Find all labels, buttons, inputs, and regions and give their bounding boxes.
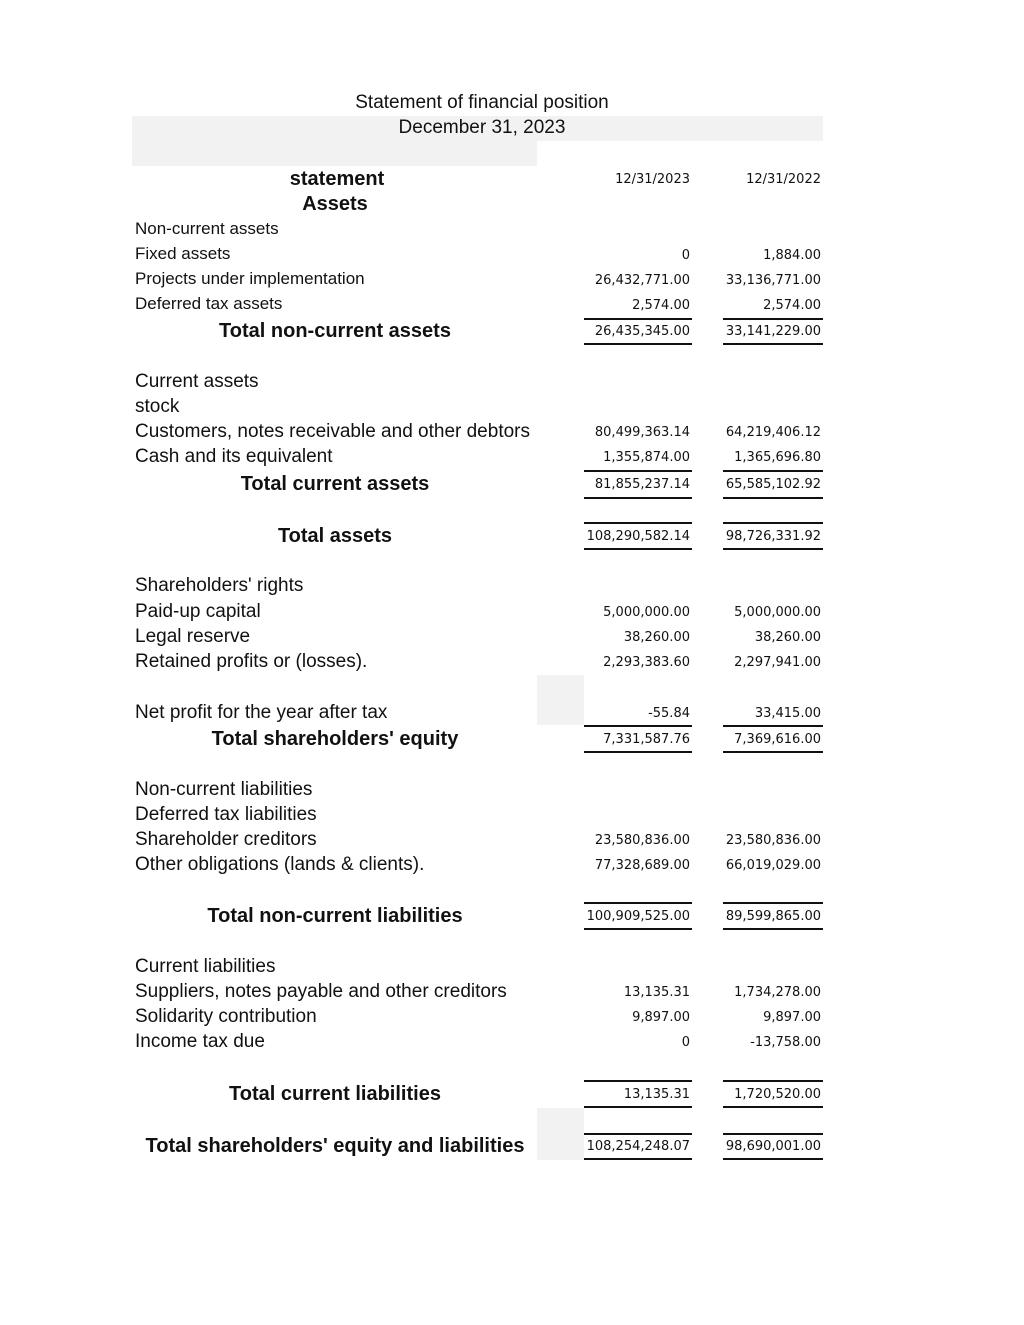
row-label: Current liabilities — [135, 956, 276, 977]
underline — [584, 1158, 692, 1160]
table-row — [0, 294, 1024, 318]
value-2022: 33,136,771.00 — [725, 273, 821, 288]
underline — [584, 928, 692, 930]
column-header-2023: 12/31/2023 — [615, 172, 690, 187]
row-label: Non-current assets — [135, 219, 279, 238]
table-row — [0, 854, 1024, 878]
row-label: Customers, notes receivable and other debtors — [135, 421, 530, 442]
underline — [584, 522, 692, 524]
total-2022: 1,720,520.00 — [734, 1087, 821, 1102]
total-row — [0, 473, 1024, 497]
row-label: Deferred tax liabilities — [135, 804, 317, 825]
table-row — [0, 601, 1024, 625]
row-label: Other obligations (lands & clients). — [135, 854, 425, 875]
row-label: Cash and its equivalent — [135, 446, 333, 467]
row-label: Projects under implementation — [135, 269, 365, 288]
total-row — [0, 905, 1024, 929]
total-2022: 65,585,102.92 — [725, 477, 821, 492]
underline — [723, 928, 823, 930]
grand-total-2023: 108,254,248.07 — [586, 1139, 690, 1154]
value-2022: 66,019,029.00 — [725, 858, 821, 873]
row-label: Fixed assets — [135, 244, 231, 263]
row-label: Shareholder creditors — [135, 829, 317, 850]
grand-total-2022: 98,690,001.00 — [725, 1139, 821, 1154]
total-label: Total non-current assets — [219, 320, 451, 342]
statement-date: December 31, 2023 — [398, 117, 566, 138]
value-2022: 1,734,278.00 — [734, 985, 821, 1000]
total-2023: 13,135.31 — [623, 1087, 690, 1102]
value-2023: 2,574.00 — [632, 298, 690, 313]
value-2023: 80,499,363.14 — [594, 425, 690, 440]
header-band-shade — [132, 141, 537, 166]
value-2023: 2,293,383.60 — [603, 655, 690, 670]
underline — [723, 1158, 823, 1160]
underline — [723, 470, 823, 472]
grand-total-label: Total shareholders' equity and liabilities — [145, 1135, 525, 1157]
total-label: Total shareholders' equity — [211, 728, 459, 750]
underline — [723, 1106, 823, 1108]
total-label: Total assets — [277, 525, 393, 547]
value-2023: 38,260.00 — [623, 630, 690, 645]
table-row — [0, 446, 1024, 470]
underline — [723, 343, 823, 345]
value-2022: 2,574.00 — [763, 298, 821, 313]
underline — [723, 548, 823, 550]
row-label: Income tax due — [135, 1031, 265, 1052]
total-2023: 26,435,345.00 — [594, 324, 690, 339]
underline — [584, 751, 692, 753]
table-row — [0, 779, 1024, 803]
row-label: Paid-up capital — [135, 601, 261, 622]
total-row — [0, 1083, 1024, 1107]
table-row — [0, 219, 1024, 243]
value-2023: 13,135.31 — [623, 985, 690, 1000]
value-2022: 1,884.00 — [763, 248, 821, 263]
row-label: stock — [135, 396, 180, 417]
total-2022: 98,726,331.92 — [725, 529, 821, 544]
value-2022: 23,580,836.00 — [725, 833, 821, 848]
value-2022: 64,219,406.12 — [725, 425, 821, 440]
assets-heading: Assets — [302, 193, 368, 215]
underline — [723, 497, 823, 499]
total-label: Total current liabilities — [229, 1083, 441, 1105]
underline — [723, 522, 823, 524]
table-row — [0, 575, 1024, 599]
row-label: Deferred tax assets — [135, 294, 283, 313]
table-row — [0, 1006, 1024, 1030]
row-label: Shareholders' rights — [135, 575, 304, 596]
row-label: Solidarity contribution — [135, 1006, 317, 1027]
total-row — [0, 320, 1024, 344]
table-row — [0, 804, 1024, 828]
value-2022: -13,758.00 — [750, 1035, 821, 1050]
total-2023: 108,290,582.14 — [586, 529, 690, 544]
value-2022: 9,897.00 — [763, 1010, 821, 1025]
column-header-2022: 12/31/2022 — [746, 172, 821, 187]
underline — [584, 725, 692, 727]
value-2022: 38,260.00 — [754, 630, 821, 645]
value-2023: 23,580,836.00 — [594, 833, 690, 848]
underline — [723, 1080, 823, 1082]
row-label: Legal reserve — [135, 626, 251, 647]
underline — [584, 497, 692, 499]
value-2023: 1,355,874.00 — [603, 450, 690, 465]
value-2023: 26,432,771.00 — [594, 273, 690, 288]
table-row — [0, 371, 1024, 395]
total-label: Total non-current liabilities — [207, 905, 463, 927]
value-2023: 5,000,000.00 — [603, 605, 690, 620]
value-2023: 9,897.00 — [632, 1010, 690, 1025]
total-label: Total current assets — [240, 473, 430, 495]
total-2023: 7,331,587.76 — [603, 732, 690, 747]
value-2022: 33,415.00 — [754, 706, 821, 721]
table-row — [0, 651, 1024, 675]
statement-title: Statement of financial position — [355, 92, 609, 113]
table-row — [0, 421, 1024, 445]
column-header-row — [0, 168, 1024, 192]
row-label: Net profit for the year after tax — [135, 702, 388, 723]
underline — [723, 902, 823, 904]
table-row — [0, 702, 1024, 726]
underline — [584, 470, 692, 472]
underline — [584, 902, 692, 904]
value-2023: 0 — [681, 1035, 690, 1050]
total-row — [0, 525, 1024, 549]
underline — [723, 725, 823, 727]
table-row — [0, 956, 1024, 980]
total-2023: 81,855,237.14 — [594, 477, 690, 492]
underline — [723, 751, 823, 753]
underline — [584, 343, 692, 345]
row-label: Non-current liabilities — [135, 779, 313, 800]
total-2022: 33,141,229.00 — [725, 324, 821, 339]
value-2022: 5,000,000.00 — [734, 605, 821, 620]
assets-heading-row — [0, 193, 1024, 217]
statement-label: statement — [289, 168, 385, 190]
table-row — [0, 981, 1024, 1005]
row-label: Suppliers, notes payable and other creditors — [135, 981, 507, 1002]
underline — [584, 1106, 692, 1108]
total-2023: 100,909,525.00 — [586, 909, 690, 924]
value-2023: 77,328,689.00 — [594, 858, 690, 873]
underline — [584, 548, 692, 550]
total-row — [0, 728, 1024, 752]
value-2022: 2,297,941.00 — [734, 655, 821, 670]
grand-total-row — [0, 1135, 1024, 1159]
table-row — [0, 396, 1024, 420]
table-row — [0, 626, 1024, 650]
total-2022: 7,369,616.00 — [734, 732, 821, 747]
table-row — [0, 244, 1024, 268]
underline — [584, 1080, 692, 1082]
row-label: Current assets — [135, 371, 259, 392]
table-row — [0, 1031, 1024, 1055]
value-2023: 0 — [681, 248, 690, 263]
table-row — [0, 829, 1024, 853]
total-2022: 89,599,865.00 — [725, 909, 821, 924]
row-label: Retained profits or (losses). — [135, 651, 368, 672]
value-2023: -55.84 — [648, 706, 690, 721]
value-2022: 1,365,696.80 — [734, 450, 821, 465]
table-row — [0, 269, 1024, 293]
